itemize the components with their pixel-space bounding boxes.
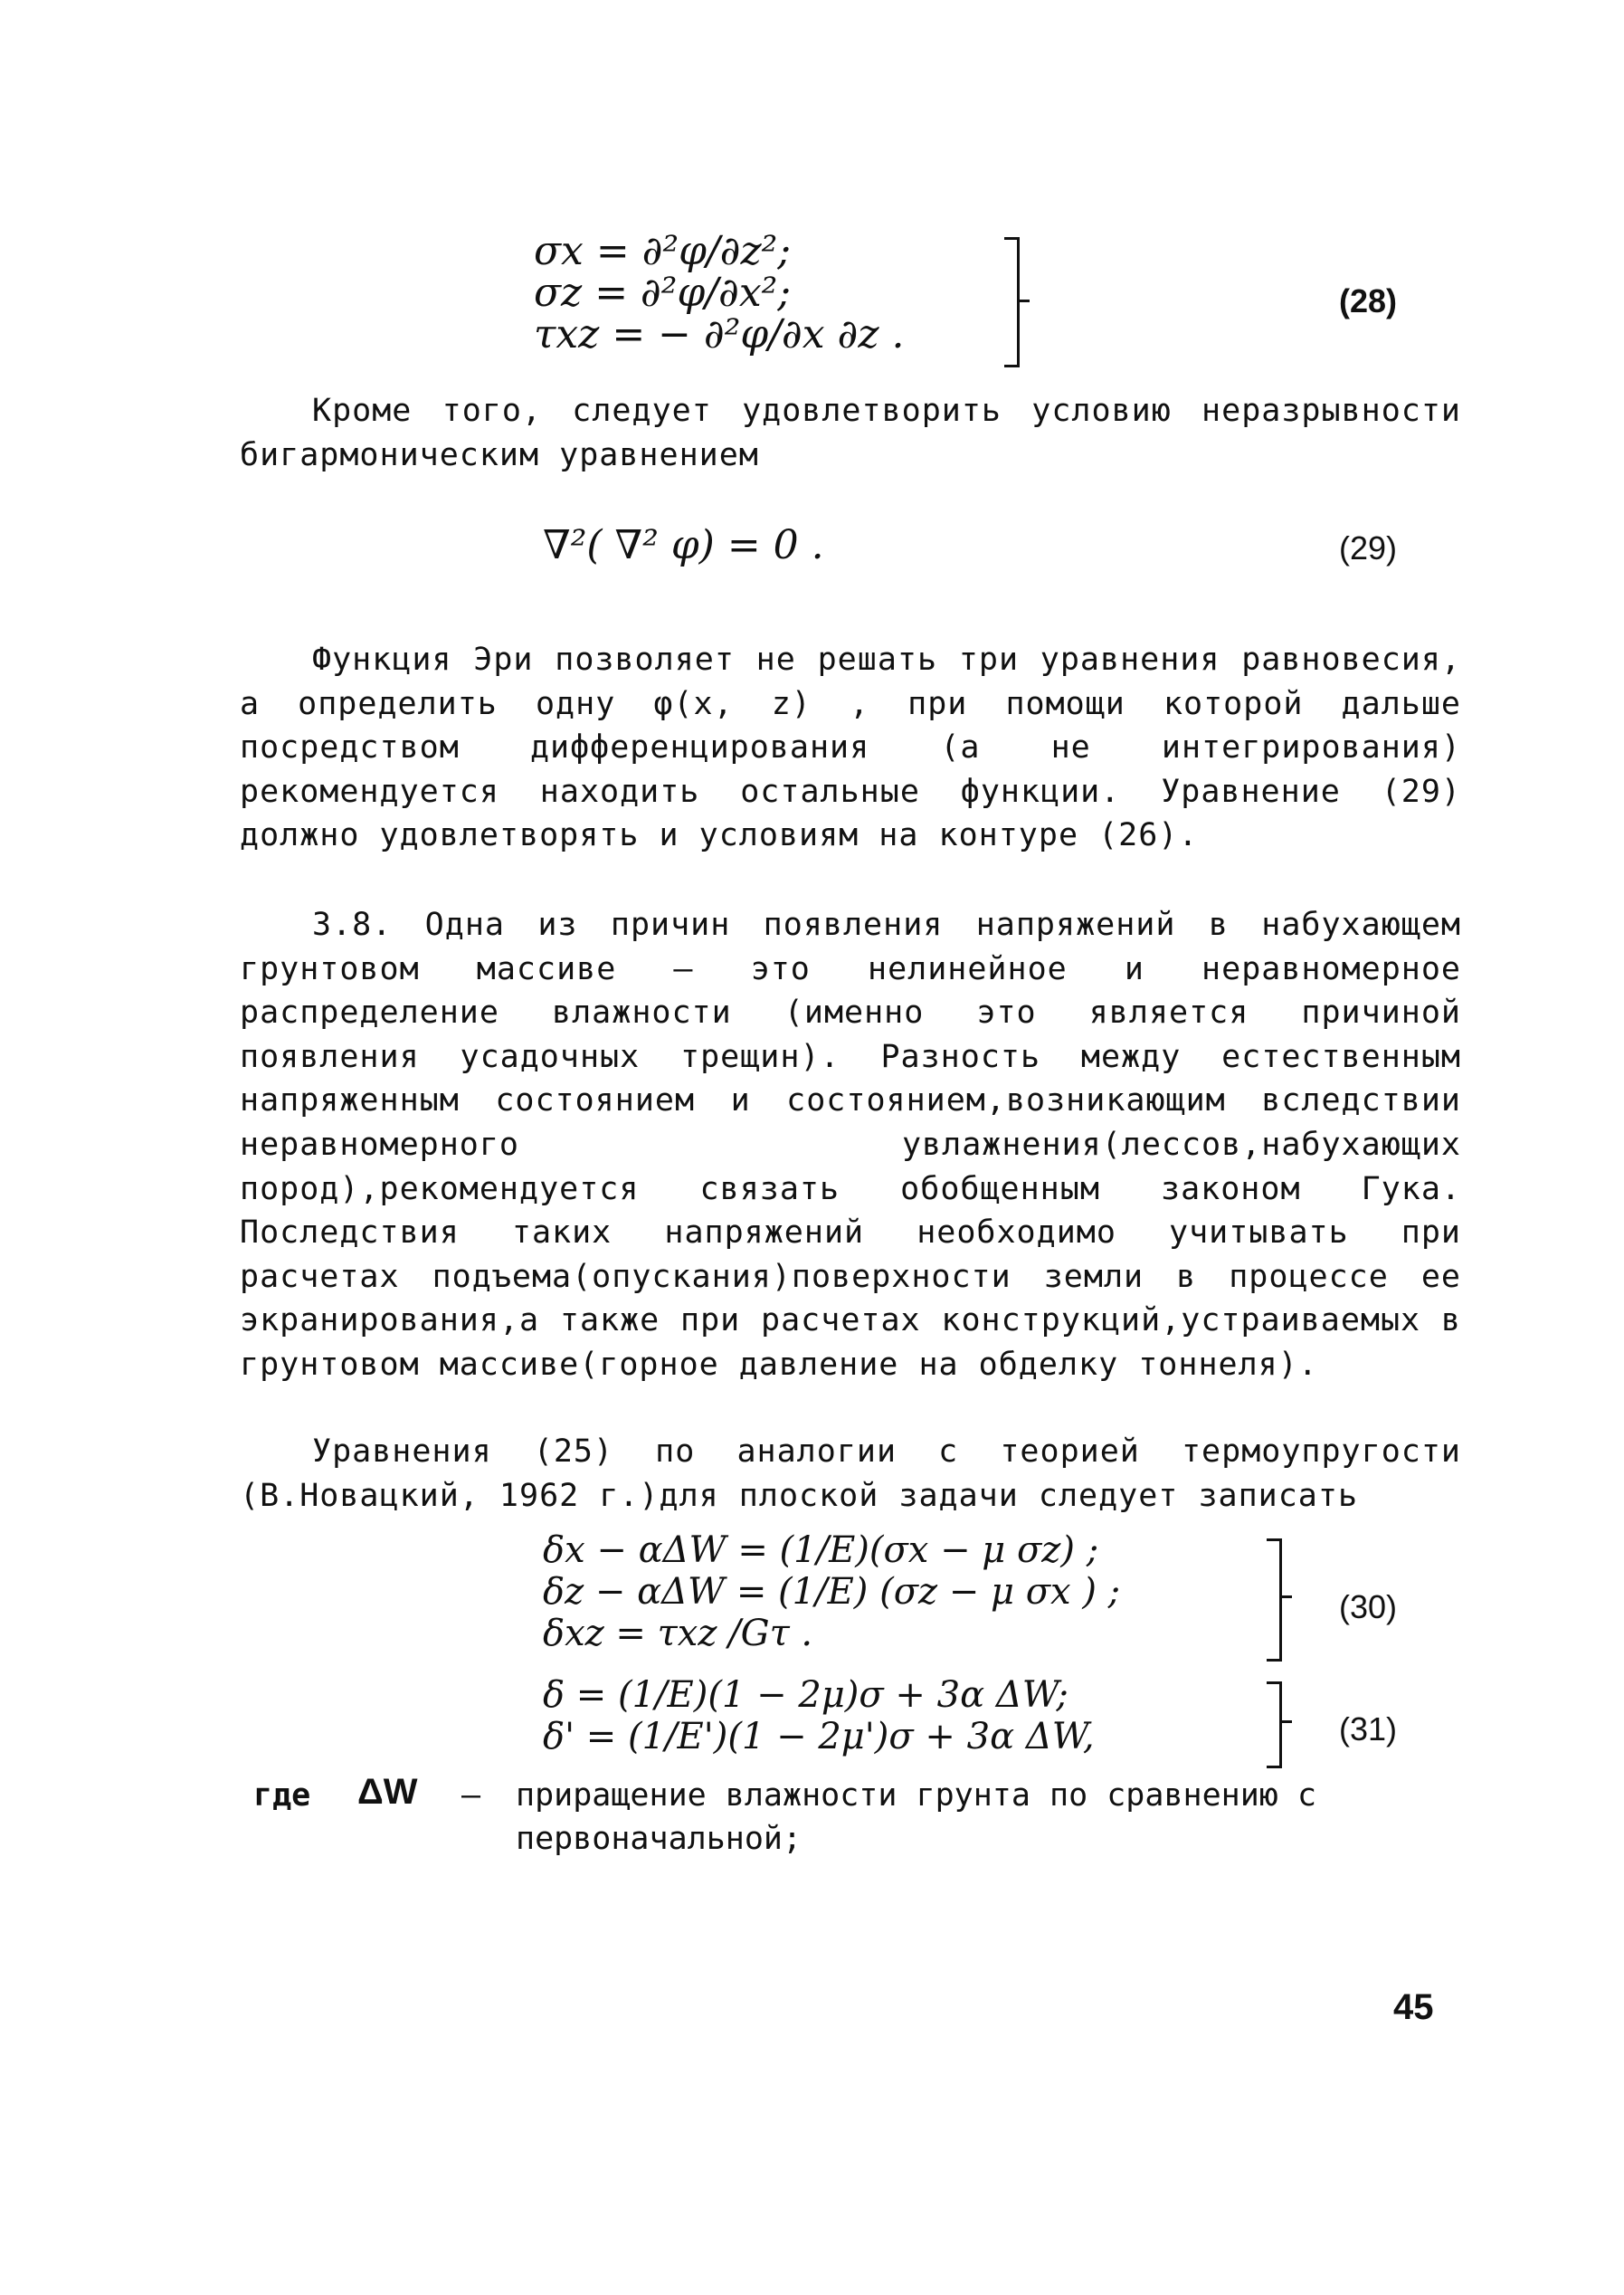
eq28-brace <box>1004 237 1020 367</box>
eq28-line-1: σx = ∂²φ/∂z²; <box>534 228 792 274</box>
page-number: 45 <box>1393 1987 1434 2027</box>
eq31-line-1: δ = (1/E)(1 − 2μ)σ + 3α ΔW; <box>543 1674 1068 1716</box>
eq30-brace-tip <box>1279 1595 1292 1598</box>
equation-30 <box>543 1529 1120 1654</box>
eq31-line-2: δ' = (1/E')(1 − 2μ')σ + 3α ΔW, <box>543 1716 1095 1757</box>
eq28-line-3: τxz = − ∂²φ/∂x ∂z . <box>534 311 905 357</box>
eq31-brace-tip <box>1279 1720 1292 1723</box>
where-symbol: ΔW <box>357 1772 418 1812</box>
eq31-number: (31) <box>1339 1710 1398 1747</box>
eq30-brace <box>1267 1538 1282 1662</box>
eq31-brace <box>1267 1681 1282 1768</box>
eq30-line-2: δz − αΔW = (1/E) (σz − μ σx ) ; <box>543 1571 1121 1613</box>
eq28-brace-tip <box>1017 300 1030 302</box>
eq30-line-1: δx − αΔW = (1/E)(σx − μ σz) ; <box>543 1529 1099 1571</box>
eq30-number: (30) <box>1339 1588 1398 1625</box>
paragraph-airy-function: Функция Эри позволяет не решать три уравнения равновесия, а определить одну φ(x, z) , при помощи которой дальше посредством дифференцирования (а не интегрирования) рекомендуется находить остальные функции. Уравнение (29) должно удовлетворять и условиям на контуре (26). <box>240 642 1461 854</box>
paragraph-3-8: 3.8. Одна из причин появления напряжений в набухающем грунтовом массиве – это нелинейное и неравномерное распределение влажности (именно это является причиной появления усадочных трещин). Разность между естественным напряженным состоянием и состоянием,возникающим вследствии неравномерного увлажнения(лессов,набухающих пород),рекомендуется связать обобщенным законом Гука. Последствия таких напряжений необходимо учитывать при расчетах подъема(опускания)поверхности земли в процессе ее экранирования,а также при расчетах конструкций,устраиваемых в грунтовом массиве(горное давление на обделку тоннеля). <box>240 907 1461 1383</box>
equation-29: ∇²( ∇² φ) = 0 . <box>543 522 824 568</box>
equation-31 <box>543 1674 1095 1757</box>
where-text: приращение влажности грунта по сравнению с первоначальной; <box>516 1777 1317 1857</box>
where-dash: – <box>461 1777 481 1814</box>
eq29-number: (29) <box>1339 529 1398 567</box>
eq28-number: (28) <box>1339 282 1398 319</box>
where-label: где <box>253 1777 311 1814</box>
eq30-line-3: δxz = τxz /Gτ . <box>543 1613 813 1654</box>
paragraph-equations-25: Уравнения (25) по аналогии с теорией термоупругости (В.Новацкий, 1962 г.)для плоской задачи следует записать <box>240 1433 1461 1514</box>
equation-28 <box>534 228 905 357</box>
eq28-line-2: σz = ∂²φ/∂x²; <box>534 270 792 316</box>
paragraph-continuity: Кроме того, следует удовлетворить условию неразрывности бигармоническим уравнением <box>240 393 1461 473</box>
